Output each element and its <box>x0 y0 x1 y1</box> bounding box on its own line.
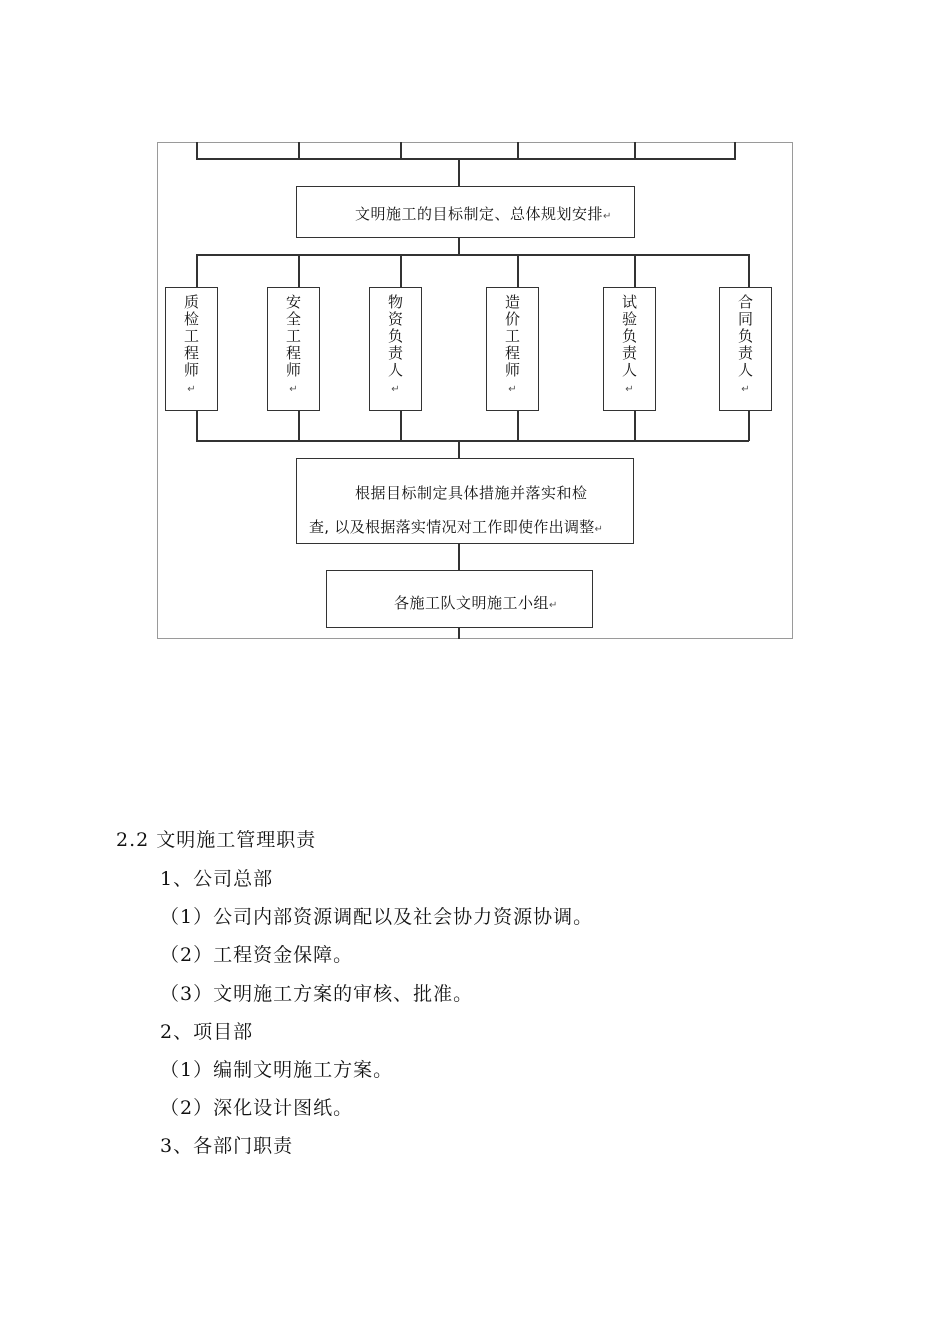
goal-box-label: 文明施工的目标制定、总体规划安排 <box>355 205 604 223</box>
role-drop <box>400 254 402 287</box>
item-1-point-2: （2）工程资金保障。 <box>160 944 354 966</box>
role-label: 试验负责人↵ <box>621 293 637 395</box>
role-drop <box>634 254 636 287</box>
role-drop <box>298 254 300 287</box>
role-box-materials <box>369 287 422 411</box>
top-tick <box>634 142 636 159</box>
role-rise <box>634 411 636 441</box>
goal-box <box>296 186 635 238</box>
role-rise <box>517 411 519 441</box>
role-rise <box>748 411 750 441</box>
measures-line-1: 根据目标制定具体措施并落实和检 <box>355 484 588 502</box>
role-box-quality <box>165 287 218 411</box>
item-1-title: 1、公司总部 <box>160 868 274 890</box>
role-box-safety <box>267 287 320 411</box>
top-connector-line <box>196 158 736 160</box>
role-label: 造价工程师↵ <box>504 293 520 395</box>
role-label: 安全工程师↵ <box>285 293 301 395</box>
role-drop <box>517 254 519 287</box>
role-box-cost <box>486 287 539 411</box>
role-rise <box>196 411 198 441</box>
team-bottom-connector <box>458 628 460 639</box>
team-box-text: 各施工队文明施工小组↵ <box>394 594 558 612</box>
team-box <box>326 570 593 628</box>
top-tick <box>196 142 198 159</box>
roles-bottom-bus <box>196 440 749 442</box>
item-2-point-1: （1）编制文明施工方案。 <box>160 1059 394 1081</box>
top-tick <box>400 142 402 159</box>
role-label: 合同负责人↵ <box>737 293 753 395</box>
role-rise <box>400 411 402 441</box>
measures-box <box>296 458 634 544</box>
role-drop <box>196 254 198 287</box>
goal-down-connector <box>458 238 460 255</box>
role-rise <box>298 411 300 441</box>
measures-line-2: 查, 以及根据落实情况对工作即使作出调整↵ <box>309 518 604 536</box>
role-label: 质检工程师↵ <box>183 293 199 395</box>
item-1-point-1: （1）公司内部资源调配以及社会协力资源协调。 <box>160 906 594 928</box>
item-3-title: 3、各部门职责 <box>160 1135 294 1157</box>
goal-box-text <box>355 203 612 224</box>
item-2-title: 2、项目部 <box>160 1021 254 1043</box>
item-1-point-3: （3）文明施工方案的审核、批准。 <box>160 983 474 1005</box>
top-tick <box>298 142 300 159</box>
team-connector <box>458 544 460 571</box>
role-drop <box>748 254 750 287</box>
top-tick <box>734 142 736 159</box>
role-box-testing <box>603 287 656 411</box>
role-label: 物资负责人↵ <box>387 293 403 395</box>
paragraph-mark: ↵ <box>603 211 612 222</box>
item-2-point-2: （2）深化设计图纸。 <box>160 1097 354 1119</box>
section-title: 2.2 文明施工管理职责 <box>116 829 317 851</box>
roles-top-bus <box>196 254 749 256</box>
measures-connector <box>458 440 460 459</box>
top-tick <box>517 142 519 159</box>
top-down-connector <box>458 159 460 186</box>
role-box-contract <box>719 287 772 411</box>
